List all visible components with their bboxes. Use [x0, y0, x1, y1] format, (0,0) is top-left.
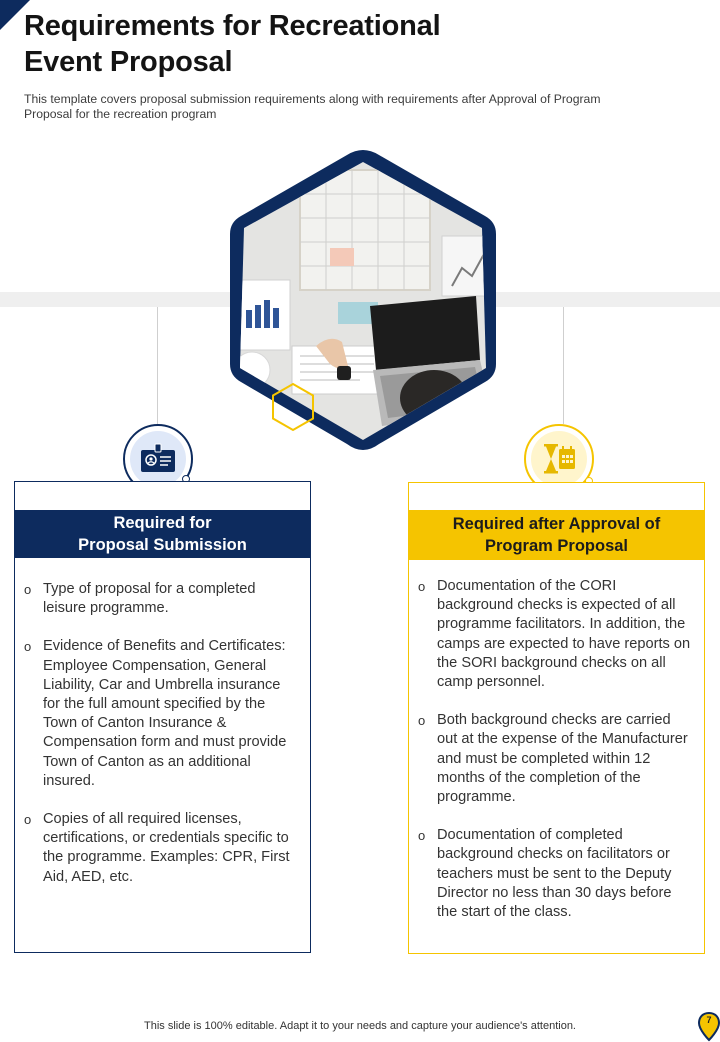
right-connector-line — [563, 307, 564, 424]
heading-line-1: Required after Approval of — [452, 515, 661, 533]
after-approval-card — [408, 482, 705, 954]
list-item: o Copies of all required licenses, certifications, or credentials specific to the programme. Examples: CPR, First Aid, AED, etc. — [23, 810, 300, 887]
page-subtitle — [24, 92, 664, 122]
proposal-submission-card — [14, 481, 311, 953]
page-title — [24, 8, 584, 80]
list-item: o Type of proposal for a completed leisure programme. — [23, 580, 300, 618]
heading-line-1: Required for — [113, 514, 212, 532]
heading-line-2: Program Proposal — [484, 537, 629, 555]
left-connector-line — [157, 307, 158, 424]
hourglass-calendar-icon — [541, 441, 577, 477]
small-hexagon-accent — [270, 382, 316, 432]
page-number: 7 — [706, 1015, 712, 1025]
list-item: o Documentation of the CORI background checks is expected of all programme facilitators. In addition, the camps are expected to have reports on the SORI background checks on all camp personnel. — [417, 577, 694, 692]
left-icon-background — [130, 431, 186, 487]
footer-note: This slide is 100% editable. Adapt it to your needs and capture your audience's attention. — [144, 1020, 576, 1032]
list-item: o Evidence of Benefits and Certificates: Employee Compensation, General Liability, Car and Umbrella insurance for the full amount specified by the Town of Canton Insurance & Compensation form and must provide Town of Canton as an additional insured. — [23, 637, 300, 791]
proposal-submission-list — [23, 580, 300, 906]
title-line-1: Requirements for Recreational — [24, 10, 441, 42]
subtitle-line-1: This template covers proposal submission requirements along with requirements after Approval of Program — [24, 92, 601, 106]
heading-line-2: Proposal Submission — [78, 536, 247, 554]
subtitle-line-2: Proposal for the recreation program — [24, 107, 217, 121]
after-approval-list — [417, 577, 694, 941]
list-item: o Both background checks are carried out at the expense of the Manufacturer and must be completed within 12 months of the completion of the programme. — [417, 711, 694, 807]
title-line-2: Event Proposal — [24, 46, 233, 78]
id-card-icon — [139, 443, 177, 475]
list-item: o Documentation of completed background checks on facilitators or teachers must be sent to the Deputy Director no less than 30 days before the start of the class. — [417, 826, 694, 922]
proposal-submission-heading — [14, 510, 311, 558]
after-approval-heading — [408, 510, 705, 560]
right-icon-background — [531, 431, 587, 487]
